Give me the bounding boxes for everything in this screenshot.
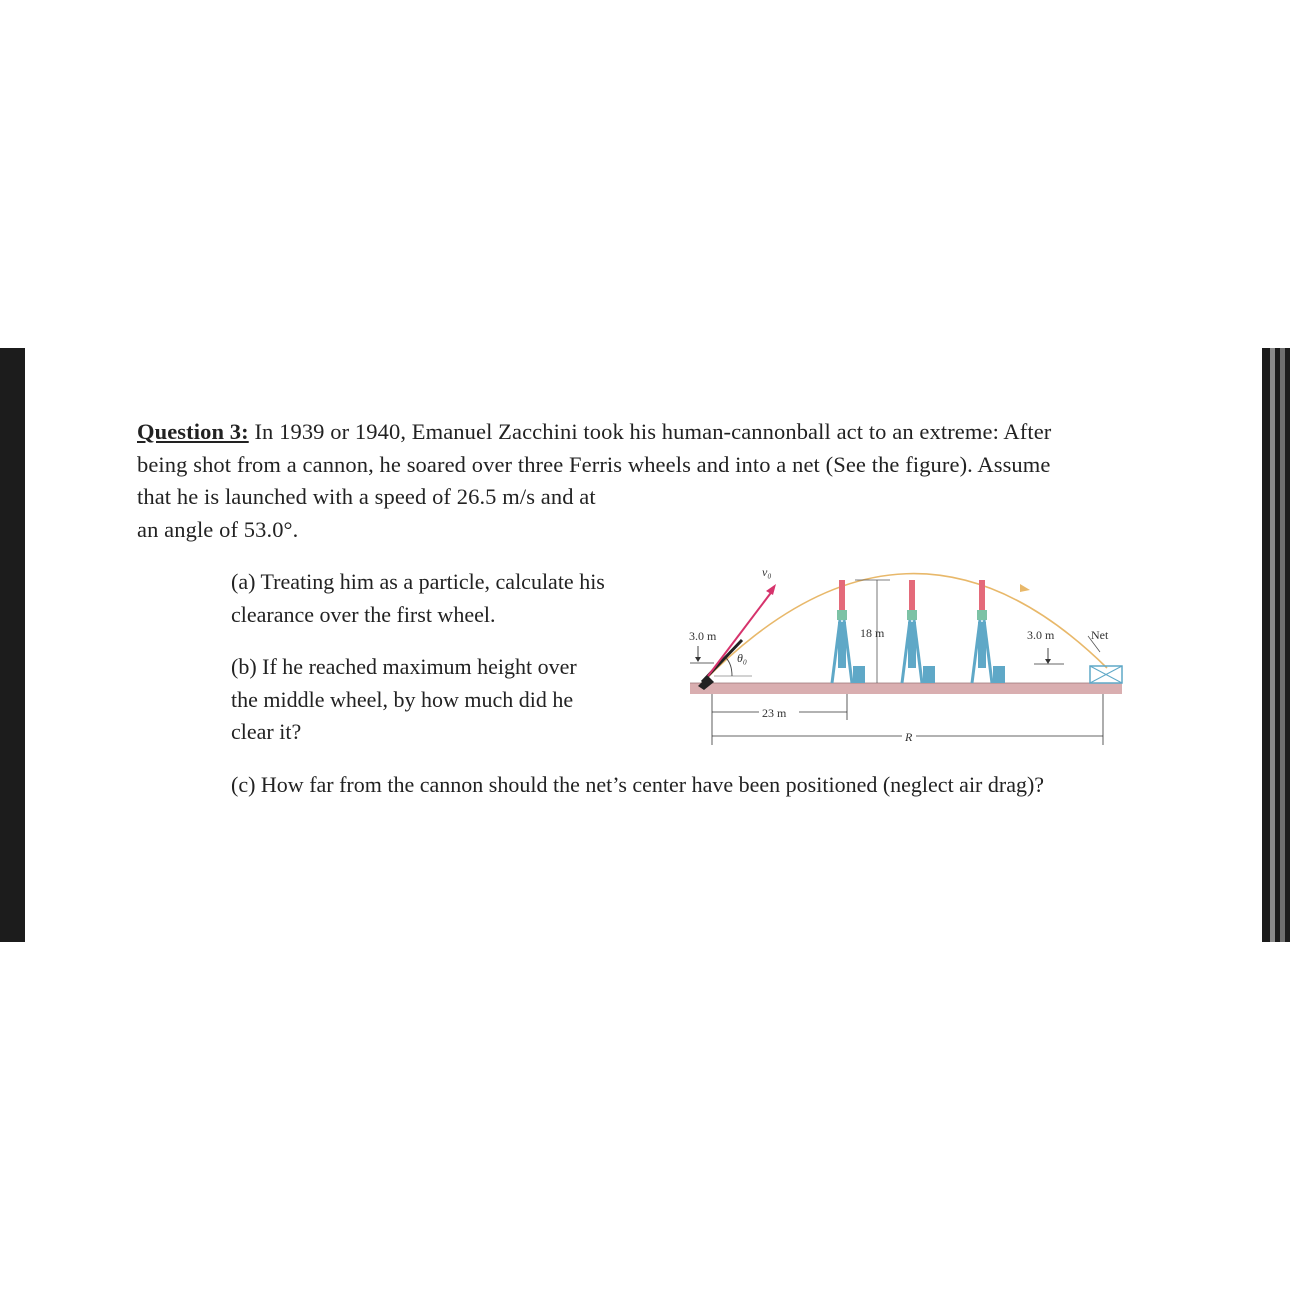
- range-label: R: [905, 730, 913, 744]
- left-frame-bar: [0, 348, 25, 942]
- net-label: Net: [1091, 628, 1109, 642]
- question-line-3: that he is launched with a speed of 26.5 m/s and at: [137, 484, 596, 509]
- question-line-1: [137, 416, 1137, 449]
- net-height-label: 3.0 m: [1027, 628, 1055, 642]
- ferris-wheel-2: [902, 580, 935, 683]
- velocity-arrowhead: [766, 584, 776, 595]
- launch-height-arrowhead: [695, 657, 701, 662]
- question-line-1-text: In 1939 or 1940, Emanuel Zacchini took his human-cannonball act to an extreme: After: [248, 419, 1052, 444]
- ground: [690, 683, 1122, 694]
- part-a: [231, 566, 605, 631]
- question-line-2: being shot from a cannon, he soared over three Ferris wheels and into a net (See the figure). Assume: [137, 451, 1051, 477]
- part-a-line-2: clearance over the first wheel.: [231, 601, 496, 627]
- velocity-label: v₀: [762, 565, 772, 579]
- question-line-4: an angle of 53.0°.: [137, 516, 299, 542]
- part-b: [231, 651, 577, 749]
- ferris-wheel-3: [972, 580, 1005, 683]
- cannon-figure: [680, 560, 1130, 760]
- part-b-line-3: clear it?: [231, 719, 302, 744]
- trajectory-arrowhead: [1020, 584, 1030, 592]
- wheel-distance-label: 23 m: [762, 706, 787, 720]
- part-a-line-1: (a) Treating him as a particle, calculate his: [231, 569, 605, 594]
- part-b-line-1: (b) If he reached maximum height over: [231, 654, 577, 679]
- angle-arc: [726, 658, 732, 676]
- net-height-arrowhead: [1045, 659, 1051, 664]
- question-text: [137, 416, 1137, 546]
- part-b-line-2: the middle wheel, by how much did he: [231, 686, 574, 712]
- figure-svg: [680, 560, 1130, 755]
- wheel-height-label: 18 m: [860, 626, 885, 640]
- question-label: Question 3:: [137, 419, 249, 444]
- part-c: [231, 769, 1044, 802]
- angle-label: θ₀: [737, 651, 748, 665]
- part-c-line-1: (c) How far from the cannon should the net’s center have been positioned (neglect air drag)?: [231, 772, 1045, 797]
- launch-height-label: 3.0 m: [689, 629, 717, 643]
- net: [1090, 666, 1122, 683]
- right-frame-stripe: [1280, 348, 1285, 942]
- right-frame-stripe: [1270, 348, 1275, 942]
- right-frame-bar: [1262, 348, 1290, 942]
